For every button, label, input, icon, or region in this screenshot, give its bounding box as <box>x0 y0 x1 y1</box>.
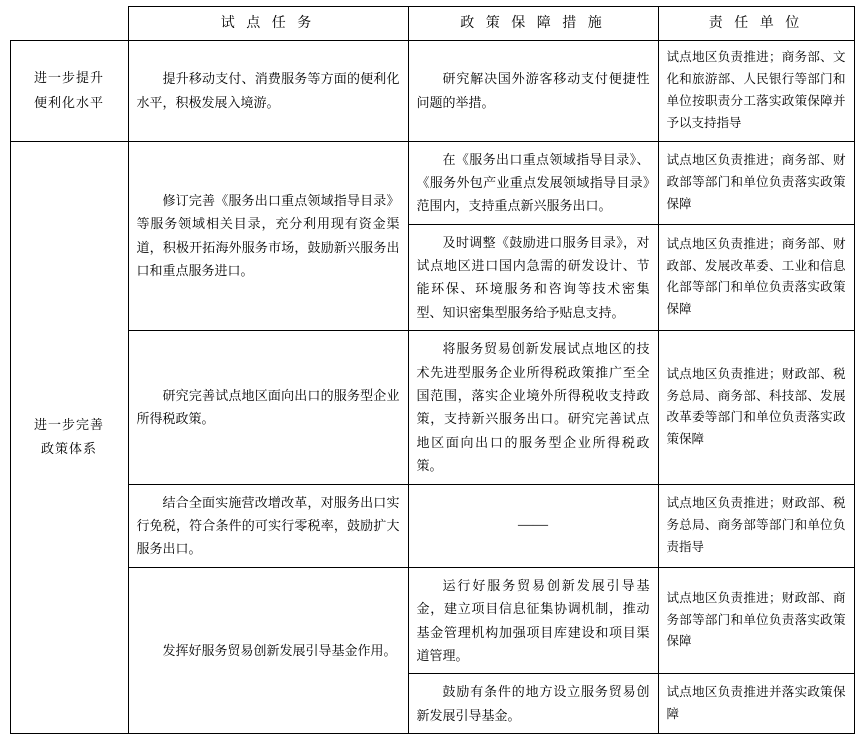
table-header <box>10 7 854 41</box>
unit-cell: 试点地区负责推进；商务部、财政部等部门和单位负责落实政策保障 <box>658 141 854 224</box>
unit-cell: 试点地区负责推进；财政部、税务总局、商务部、科技部、发展改革委等部门和单位负责落实政策保障 <box>658 331 854 484</box>
table-row <box>10 484 854 567</box>
task-cell: 研究完善试点地区面向出口的服务型企业所得税政策。 <box>128 331 408 484</box>
document-page <box>0 6 864 723</box>
category-line-1: 进一步完善 <box>33 416 104 432</box>
task-cell: 结合全面实施营改增改革，对服务出口实行免税，符合条件的可实行零税率，鼓励扩大服务出口。 <box>128 484 408 567</box>
category-line-1: 进一步提升 <box>33 70 104 86</box>
category-line-2: 政策体系 <box>40 441 97 457</box>
unit-cell: 试点地区负责推进；财政部、税务总局、商务部等部门和单位负责指导 <box>658 484 854 567</box>
unit-cell: 试点地区负责推进；商务部、文化和旅游部、人民银行等部门和单位按职责分工落实政策保障并予以支持指导 <box>658 41 854 142</box>
table-row <box>10 41 854 142</box>
header-task: 试 点 任 务 <box>128 7 408 41</box>
header-blank <box>10 7 128 41</box>
header-unit: 责 任 单 位 <box>658 7 854 41</box>
measure-cell-empty: —— <box>408 484 658 567</box>
task-cell: 发挥好服务贸易创新发展引导基金作用。 <box>128 567 408 733</box>
table-row <box>10 141 854 224</box>
category-cell-2 <box>10 141 128 734</box>
category-line-2: 便利化水平 <box>33 94 104 110</box>
table-row <box>10 331 854 484</box>
measure-cell: 将服务贸易创新发展试点地区的技术先进型服务企业所得税政策推广至全国范围，落实企业境外所得税收支持政策，支持新兴服务出口。研究完善试点地区面向出口的服务型企业所得税政策。 <box>408 331 658 484</box>
unit-cell: 试点地区负责推进；财政部、商务部等部门和单位负责落实政策保障 <box>658 567 854 674</box>
measure-cell: 在《服务出口重点领域指导目录》、《服务外包产业重点发展领域指导目录》范围内，支持重点新兴服务出口。 <box>408 141 658 224</box>
task-cell: 提升移动支付、消费服务等方面的便利化水平，积极发展入境游。 <box>128 41 408 142</box>
table-row <box>10 567 854 674</box>
measure-cell: 鼓励有条件的地方设立服务贸易创新发展引导基金。 <box>408 674 658 734</box>
task-cell: 修订完善《服务出口重点领域指导目录》等服务领域相关目录，充分利用现有资金渠道，积极开拓海外服务市场，鼓励新兴服务出口和重点服务进口。 <box>128 141 408 331</box>
unit-cell: 试点地区负责推进并落实政策保障 <box>658 674 854 734</box>
policy-table <box>10 6 855 734</box>
category-cell-1 <box>10 41 128 142</box>
unit-cell: 试点地区负责推进；商务部、财政部、发展改革委、工业和信息化部等部门和单位负责落实政策保障 <box>658 224 854 331</box>
measure-cell: 运行好服务贸易创新发展引导基金，建立项目信息征集协调机制，推动基金管理机构加强项目库建设和项目渠道管理。 <box>408 567 658 674</box>
measure-cell: 研究解决国外游客移动支付便捷性问题的举措。 <box>408 41 658 142</box>
measure-cell: 及时调整《鼓励进口服务目录》，对试点地区进口国内急需的研发设计、节能环保、环境服务和咨询等技术密集型、知识密集型服务给予贴息支持。 <box>408 224 658 331</box>
table-body <box>10 41 854 734</box>
header-measure: 政 策 保 障 措 施 <box>408 7 658 41</box>
